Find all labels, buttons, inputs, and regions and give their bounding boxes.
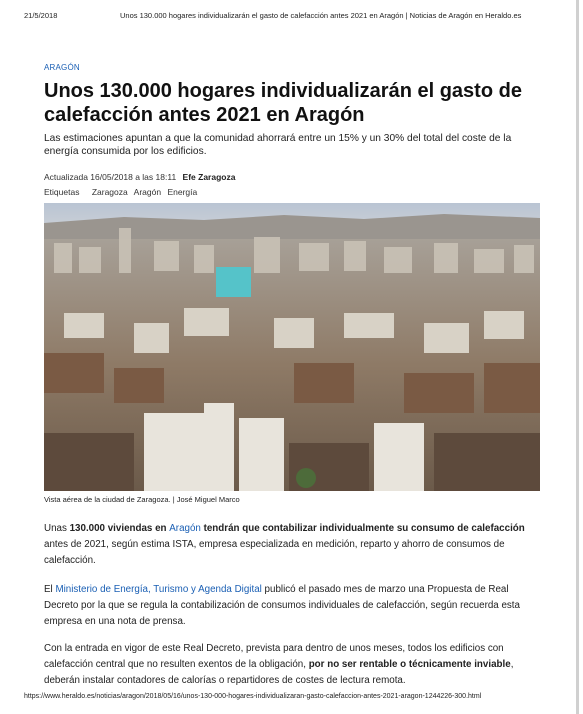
text-run: , deberán instalar contadores de calorías o repartidores de costes de lectura remota.: [44, 659, 514, 686]
aragon-link[interactable]: Aragón: [169, 523, 201, 534]
city-aerial-image: [44, 203, 540, 491]
tags-label: Etiquetas: [44, 187, 80, 197]
text-run: Unas: [44, 523, 70, 534]
bold-run: tendrán que contabilizar individualmente su consumo de calefacción: [200, 523, 525, 534]
updated-timestamp: Actualizada 16/05/2018 a las 18:11: [44, 172, 177, 182]
footer-url: https://www.heraldo.es/noticias/aragon/2018/05/16/unos-130-000-hogares-individualizaran-gasto-calefaccion-antes-2021-aragon-1244226-300.html: [24, 693, 482, 700]
author-link[interactable]: Efe Zaragoza: [182, 172, 236, 182]
photo-caption: Vista aérea de la ciudad de Zaragoza. | José Miguel Marco: [44, 495, 240, 504]
text-run: El: [44, 584, 56, 595]
bold-run: 130.000 viviendas en: [69, 523, 170, 534]
article-photo: [44, 203, 540, 491]
text-run: antes de 2021, según estima ISTA, empresa especializada en medición, reparto y ahorro de consumos de calefacción.: [44, 539, 505, 566]
article-meta: [44, 172, 235, 182]
print-page-title: Unos 130.000 hogares individualizarán el gasto de calefacción antes 2021 en Aragón | Noticias de Aragón en Heraldo.es: [120, 11, 522, 20]
body-paragraph-3: [44, 641, 534, 689]
text-run: publicó el pasado mes de marzo una Propuesta de Real Decreto por la que se regula la contabilización de consumos individuales de calefacción, según recuerda esta empresa en una nota de prensa.: [44, 584, 520, 627]
article-subtitle: Las estimaciones apuntan a que la comunidad ahorrará entre un 15% y un 30% del total del coste de la energía consumida por los edificios.: [44, 133, 512, 157]
body-paragraph-1: [44, 521, 534, 569]
bold-run: por no ser rentable o técnicamente inviable: [308, 659, 511, 670]
text-run: Con la entrada en vigor de este Real Decreto, prevista para dentro de unos meses, todos los edificios con calefacción central que no resulten exentos de la obligación,: [44, 643, 504, 670]
tags-row: [44, 187, 201, 197]
tag-item[interactable]: Zaragoza: [91, 187, 128, 197]
ministry-link[interactable]: Ministerio de Energía, Turismo y Agenda Digital: [55, 584, 262, 595]
body-paragraph-2: [44, 582, 534, 630]
tag-item[interactable]: Energía: [167, 187, 198, 197]
tag-item[interactable]: Aragón: [133, 187, 162, 197]
article-headline: Unos 130.000 hogares individualizarán el gasto de calefacción antes 2021 en Aragón: [44, 80, 522, 126]
section-link[interactable]: ARAGÓN: [44, 63, 80, 72]
print-date: 21/5/2018: [24, 11, 58, 20]
